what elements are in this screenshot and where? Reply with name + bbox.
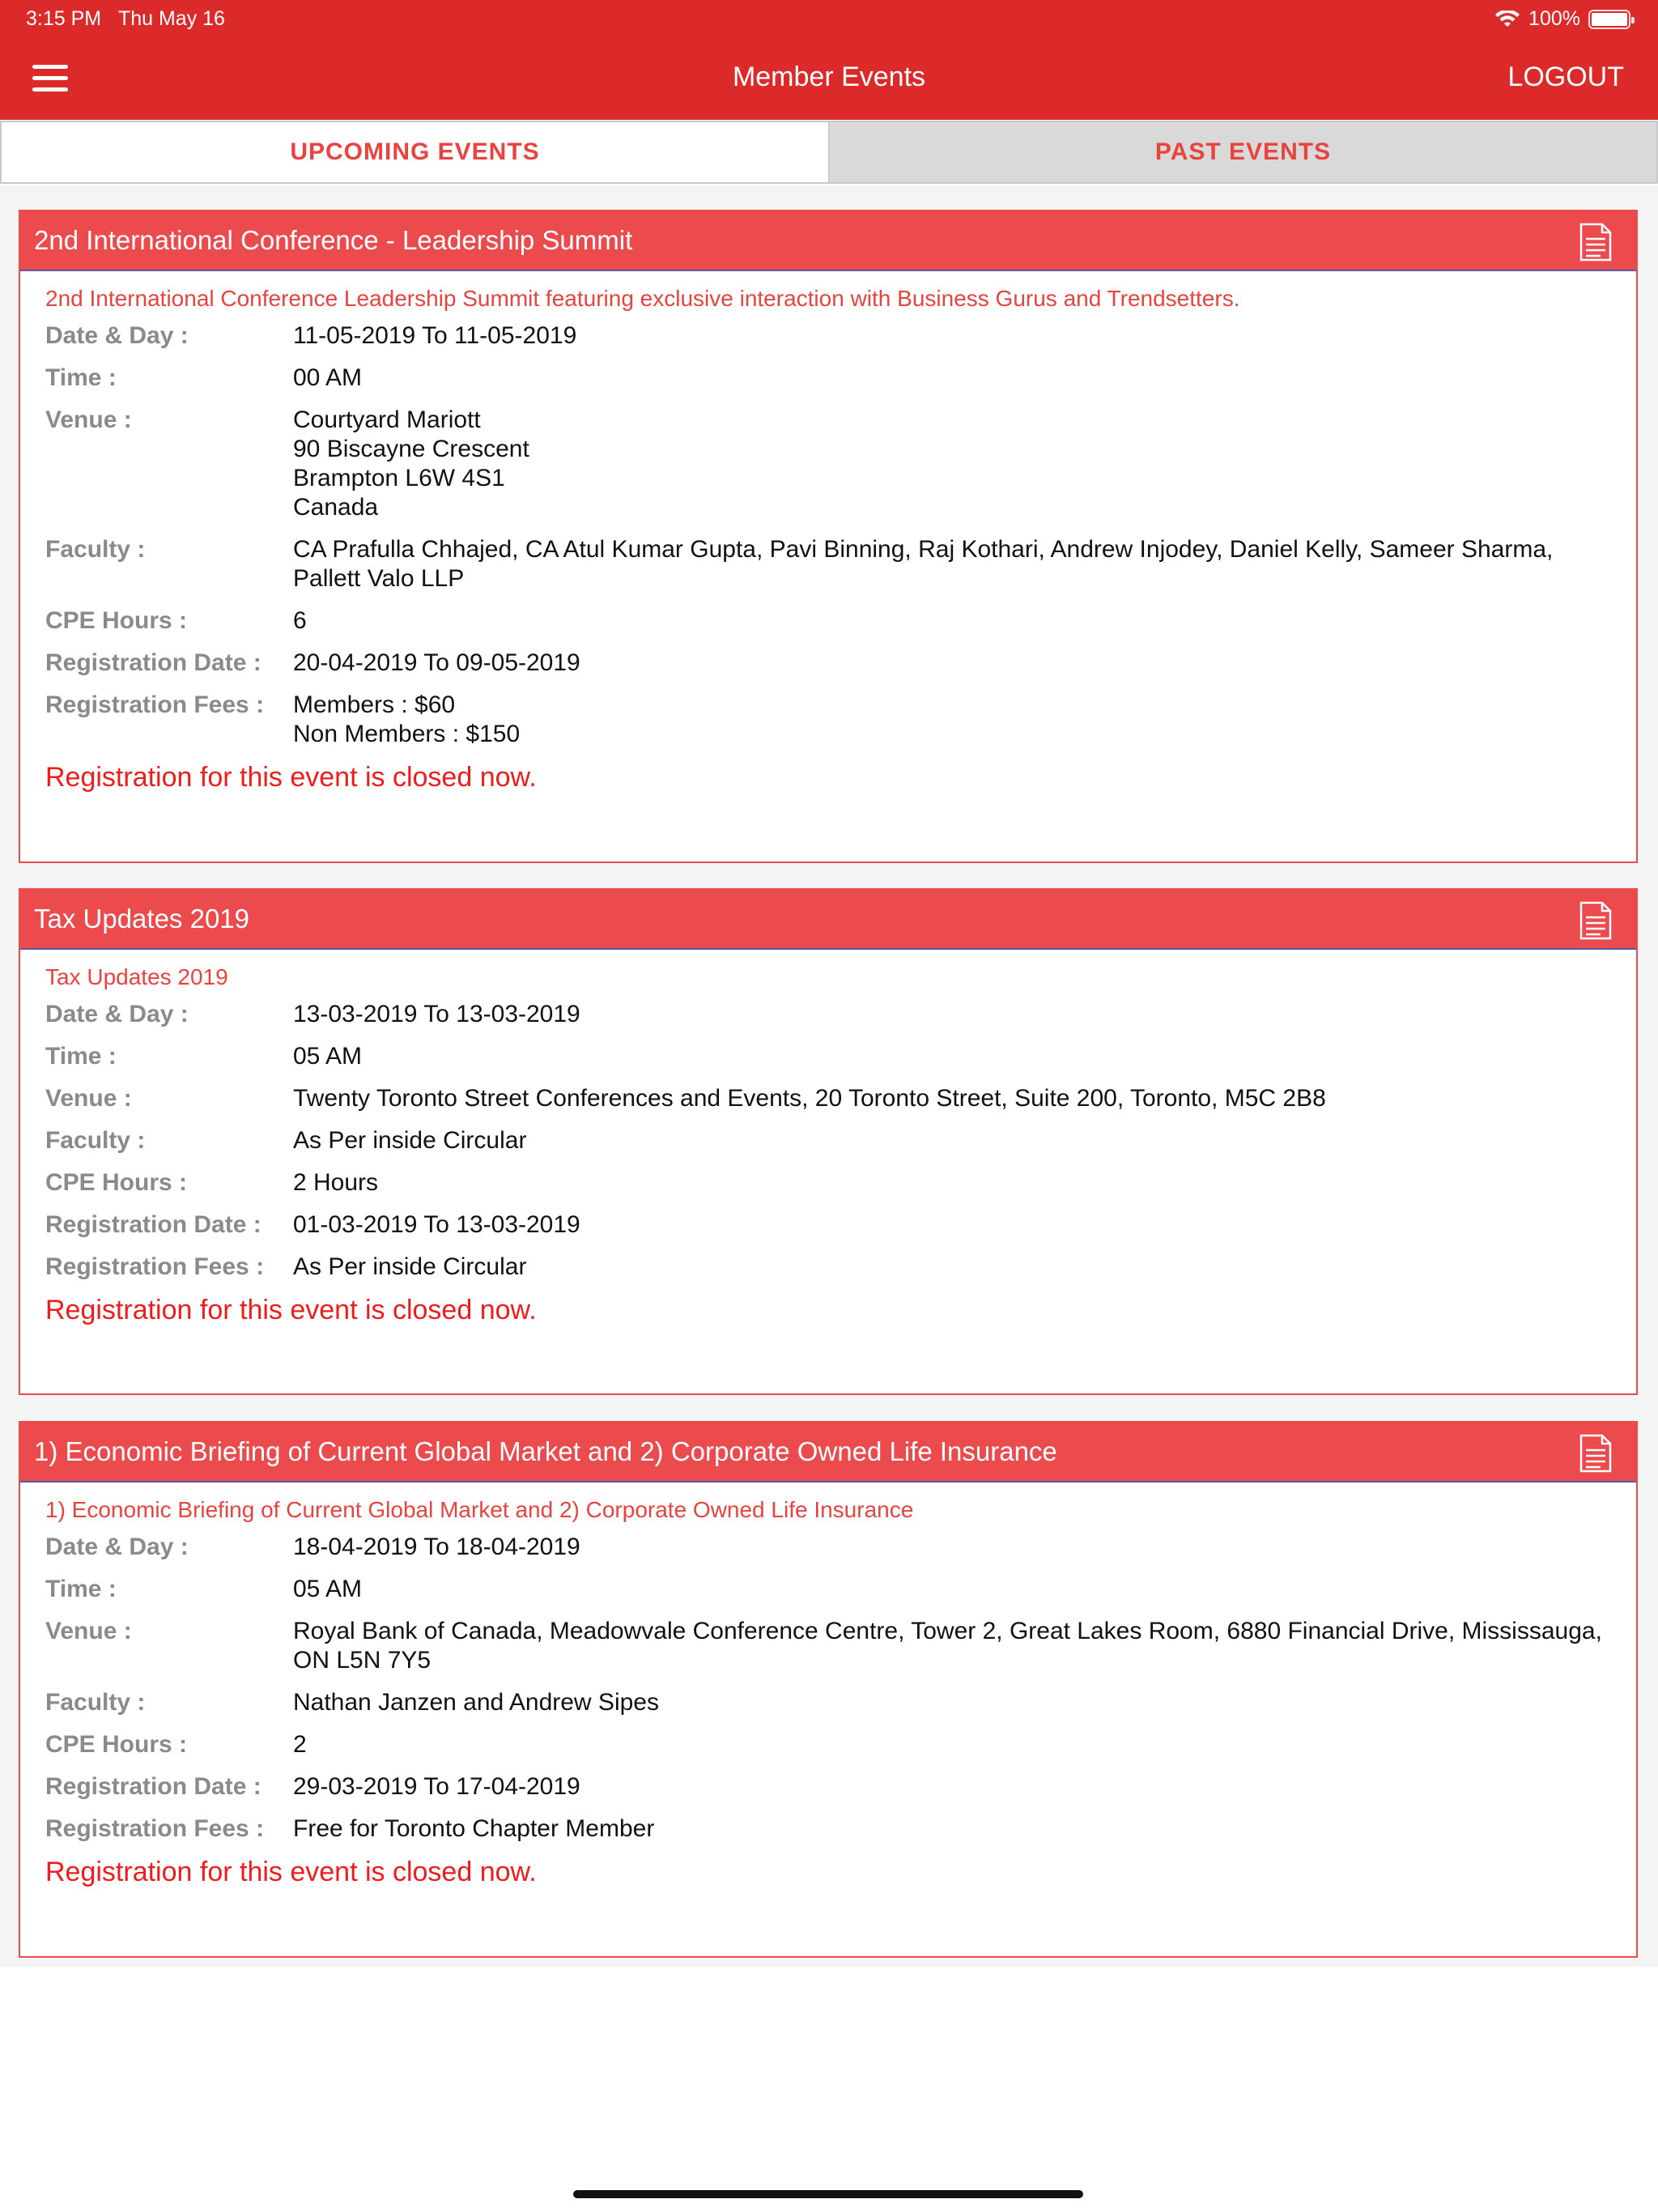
faculty-label: Faculty : xyxy=(45,1689,146,1716)
wifi-icon xyxy=(1494,11,1520,28)
cpe-row xyxy=(45,1730,1609,1759)
reg-fees-label: Registration Fees : xyxy=(45,1253,265,1280)
event-title: 1) Economic Briefing of Current Global Market and 2) Corporate Owned Life Insurance xyxy=(34,1436,1057,1466)
status-bar xyxy=(0,0,1658,37)
battery-percent: 100% xyxy=(1528,7,1580,30)
cpe-value: 6 xyxy=(293,607,307,634)
cpe-value: 2 xyxy=(293,1731,307,1758)
tab-past-events[interactable]: PAST EVENTS xyxy=(830,122,1656,182)
reg-date-row xyxy=(45,649,1609,678)
event-card[interactable] xyxy=(19,1421,1638,1958)
faculty-label: Faculty : xyxy=(45,536,146,563)
venue-row xyxy=(45,1084,1609,1113)
time-value: 00 AM xyxy=(293,364,363,391)
venue-label: Venue : xyxy=(45,1618,132,1644)
event-description: Tax Updates 2019 xyxy=(45,964,228,989)
reg-fees-value: Free for Toronto Chapter Member xyxy=(293,1815,655,1842)
reg-date-row xyxy=(45,1772,1609,1802)
document-icon[interactable] xyxy=(1578,901,1612,940)
cpe-row xyxy=(45,606,1609,636)
reg-fees-value: Members : $60 Non Members : $150 xyxy=(293,691,521,747)
venue-row xyxy=(45,1617,1609,1675)
event-description: 2nd International Conference Leadership Summit featuring exclusive interaction with Business Gurus and Trendsetters. xyxy=(45,286,1240,311)
cpe-value: 2 Hours xyxy=(293,1169,379,1196)
event-card[interactable] xyxy=(19,210,1638,863)
document-icon[interactable] xyxy=(1578,223,1612,262)
venue-row xyxy=(45,406,1609,522)
reg-date-label: Registration Date : xyxy=(45,1211,261,1238)
date-row xyxy=(45,1000,1609,1029)
time-row xyxy=(45,364,1609,393)
cpe-label: CPE Hours : xyxy=(45,1169,188,1196)
time-value: 05 AM xyxy=(293,1576,363,1602)
reg-fees-value: As Per inside Circular xyxy=(293,1253,527,1280)
reg-date-value: 01-03-2019 To 13-03-2019 xyxy=(293,1211,580,1238)
time-value: 05 AM xyxy=(293,1043,363,1070)
time-label: Time : xyxy=(45,364,117,391)
cpe-label: CPE Hours : xyxy=(45,607,188,634)
event-card-header xyxy=(20,1423,1636,1482)
event-list xyxy=(0,185,1658,1967)
venue-value: Courtyard Mariott 90 Biscayne Crescent Brampton L6W 4S1 Canada xyxy=(293,406,529,521)
document-icon[interactable] xyxy=(1578,1434,1612,1473)
reg-date-value: 29-03-2019 To 17-04-2019 xyxy=(293,1773,580,1800)
event-description: 1) Economic Briefing of Current Global Market and 2) Corporate Owned Life Insurance xyxy=(45,1497,914,1522)
time-row xyxy=(45,1042,1609,1071)
date-label: Date & Day : xyxy=(45,1001,189,1027)
event-title: Tax Updates 2019 xyxy=(34,904,250,934)
faculty-label: Faculty : xyxy=(45,1127,146,1154)
reg-fees-row xyxy=(45,691,1609,749)
time-label: Time : xyxy=(45,1043,117,1070)
date-value: 13-03-2019 To 13-03-2019 xyxy=(293,1001,580,1027)
registration-closed-message: Registration for this event is closed now. xyxy=(45,1857,537,1887)
faculty-row xyxy=(45,1126,1609,1155)
faculty-value: CA Prafulla Chhajed, CA Atul Kumar Gupta, Pavi Binning, Raj Kothari, Andrew Injodey, Daniel Kelly, Sameer Sharma, Pallett Valo LLP xyxy=(293,536,1554,592)
tab-upcoming-events[interactable]: UPCOMING EVENTS xyxy=(2,122,830,182)
battery-icon xyxy=(1588,10,1630,29)
tab-bar xyxy=(0,121,1658,184)
faculty-row xyxy=(45,1688,1609,1717)
date-row xyxy=(45,321,1609,351)
reg-date-row xyxy=(45,1210,1609,1240)
date-value: 11-05-2019 To 11-05-2019 xyxy=(293,322,577,349)
reg-date-label: Registration Date : xyxy=(45,1773,261,1800)
time-label: Time : xyxy=(45,1576,117,1602)
date-label: Date & Day : xyxy=(45,1534,189,1560)
status-right xyxy=(1494,7,1630,31)
nav-bar xyxy=(0,37,1658,120)
logout-button[interactable]: LOGOUT xyxy=(1507,62,1624,92)
registration-closed-message: Registration for this event is closed now. xyxy=(45,1295,537,1325)
home-indicator[interactable] xyxy=(573,2190,1083,2198)
date-label: Date & Day : xyxy=(45,322,189,349)
date-row xyxy=(45,1533,1609,1562)
reg-fees-label: Registration Fees : xyxy=(45,1815,265,1842)
venue-value: Twenty Toronto Street Conferences and Events, 20 Toronto Street, Suite 200, Toronto, M5C 2B8 xyxy=(293,1085,1326,1112)
venue-label: Venue : xyxy=(45,406,132,433)
reg-fees-row xyxy=(45,1814,1609,1844)
faculty-row xyxy=(45,535,1609,593)
reg-fees-row xyxy=(45,1253,1609,1282)
registration-closed-message: Registration for this event is closed now. xyxy=(45,762,537,793)
reg-date-label: Registration Date : xyxy=(45,649,261,676)
venue-value: Royal Bank of Canada, Meadowvale Conference Centre, Tower 2, Great Lakes Room, 6880 Financial Drive, Mississauga, ON L5N 7Y5 xyxy=(293,1618,1602,1674)
faculty-value: As Per inside Circular xyxy=(293,1127,527,1154)
cpe-row xyxy=(45,1168,1609,1197)
event-card-header xyxy=(20,211,1636,271)
event-card-header xyxy=(20,890,1636,950)
reg-date-value: 20-04-2019 To 09-05-2019 xyxy=(293,649,580,676)
venue-label: Venue : xyxy=(45,1085,132,1112)
date-value: 18-04-2019 To 18-04-2019 xyxy=(293,1534,580,1560)
event-card[interactable] xyxy=(19,888,1638,1395)
time-row xyxy=(45,1575,1609,1604)
reg-fees-label: Registration Fees : xyxy=(45,691,265,718)
app-bar xyxy=(0,0,1658,120)
cpe-label: CPE Hours : xyxy=(45,1731,188,1758)
event-title: 2nd International Conference - Leadership Summit xyxy=(34,225,633,255)
faculty-value: Nathan Janzen and Andrew Sipes xyxy=(293,1689,659,1716)
page-title: Member Events xyxy=(732,62,926,92)
status-time: 3:15 PM Thu May 16 xyxy=(26,7,225,30)
